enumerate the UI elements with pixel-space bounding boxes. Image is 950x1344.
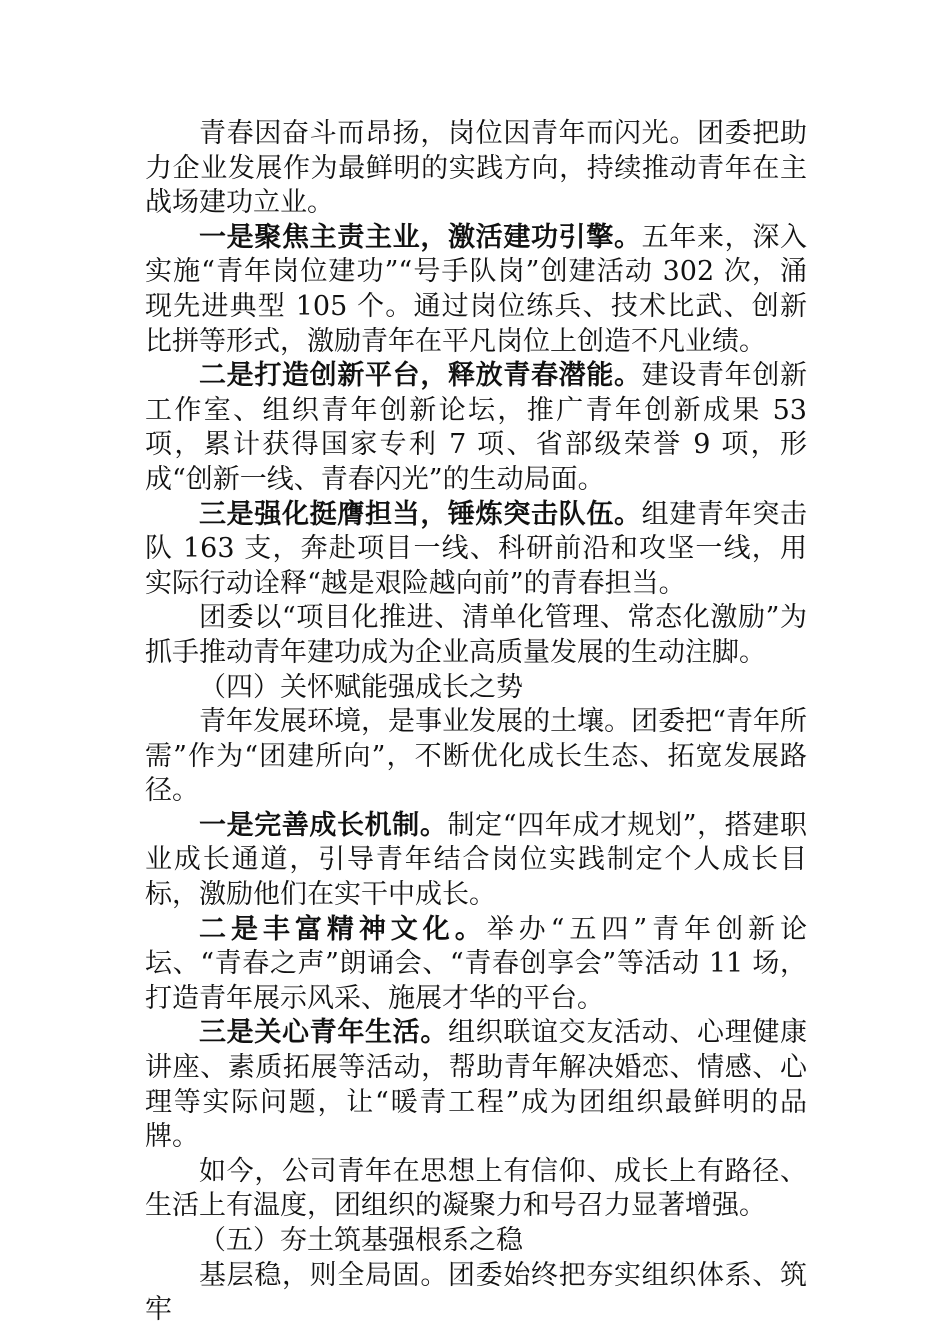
paragraph: [145, 601, 807, 670]
paragraph-text: 青年发展环境，是事业发展的土壤。团委把“青年所需”作为“团建所向”，不断优化成长生态、拓宽发展路径。: [145, 706, 807, 807]
paragraph-text: 如今，公司青年在思想上有信仰、成长上有路径、生活上有温度，团组织的凝聚力和号召力显著增强。: [145, 1155, 807, 1222]
paragraph-text: 团委以“项目化推进、清单化管理、常态化激励”为抓手推动青年建功成为企业高质量发展的生动注脚。: [145, 602, 807, 668]
section-heading-text: （五）夯土筑基强根系之稳: [199, 1225, 523, 1256]
paragraph-text: 基层稳，则全局固。团委始终把夯实组织体系、筑牢: [145, 1259, 807, 1326]
paragraph-text: 组织联谊交友活动、心理健康讲座、素质拓展等活动，帮助青年解决婚恋、情感、心理等实际问题，让“暖青工程”成为团组织最鲜明的品牌。: [145, 1017, 807, 1153]
paragraph: [145, 705, 807, 809]
paragraph-text: 青春因奋斗而昂扬，岗位因青年而闪光。团委把助力企业发展作为最鲜明的实践方向，持续推动青年在主战场建功立业。: [145, 118, 807, 219]
paragraph-lead: 二是丰富精神文化。: [199, 913, 487, 945]
paragraph-lead: 二是打造创新平台，释放青春潜能。: [199, 360, 642, 392]
paragraph-text: 举办“五四”青年创新论坛、“青春之声”朗诵会、“青春创享会”等活动 11 场，打造青年展示风采、施展才华的平台。: [145, 913, 808, 1014]
section-heading: [145, 1224, 807, 1259]
paragraph-lead: 一是完善成长机制。: [199, 809, 448, 841]
section-heading-text: （四）关怀赋能强成长之势: [199, 671, 523, 703]
paragraph: [145, 1155, 807, 1224]
paragraph: [145, 498, 807, 602]
section-heading: [145, 671, 807, 706]
paragraph: [145, 1259, 807, 1328]
paragraph: [145, 117, 807, 221]
paragraph-text: 建设青年创新工作室、组织青年创新论坛，推广青年创新成果 53 项，累计获得国家专利 7 项、省部级荣誉 9 项，形成“创新一线、青春闪光”的生动局面。: [145, 360, 808, 495]
paragraph: [145, 359, 807, 497]
paragraph: [145, 221, 807, 359]
paragraph: [145, 1016, 807, 1154]
paragraph: [145, 809, 807, 913]
paragraph-lead: 三是关心青年生活。: [199, 1017, 448, 1049]
paragraph-text: 五年来，深入实施“青年岗位建功”“号手队岗”创建活动 302 次，涌现先进典型 105 个。通过岗位练兵、技术比武、创新比拼等形式，激励青年在平凡岗位上创造不凡业绩。: [145, 221, 808, 357]
paragraph-lead: 三是强化挺膺担当，锤炼突击队伍。: [199, 498, 642, 530]
paragraph: [145, 913, 807, 1017]
document-body: [145, 117, 807, 1328]
paragraph-text: 制定“四年成才规划”，搭建职业成长通道，引导青年结合岗位实践制定个人成长目标，激励他们在实干中成长。: [145, 809, 808, 911]
paragraph-text: 组建青年突击队 163 支，奔赴项目一线、科研前沿和攻坚一线，用实际行动诠释“越是艰险越向前”的青春担当。: [145, 498, 808, 599]
paragraph-lead: 一是聚焦主责主业，激活建功引擎。: [199, 221, 642, 253]
